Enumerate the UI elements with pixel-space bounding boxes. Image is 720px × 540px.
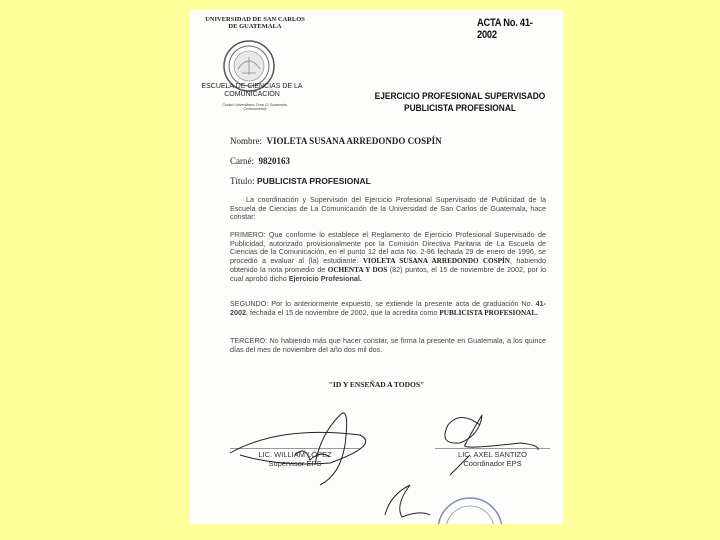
acta-number: ACTA No. 41-2002 xyxy=(477,17,533,41)
program-title xyxy=(372,91,548,115)
carne-value: 9820163 xyxy=(258,156,290,166)
segundo-paragraph: SEGUNDO: Por lo anteriormente expuesto, se extiende la presente acta de graduación No. 41-2002, fechada el 15 de noviembre de 2002, que la acredita como PUBLICISTA PROFESIONAL. xyxy=(230,299,546,317)
intro-paragraph: La coordinación y Supervisión del Ejercicio Profesional Supervisado de Publicidad de la Escuela de Ciencias de La Comunicación de la Universidad de San Carlos de Guatemala, hace constar: xyxy=(230,195,546,222)
field-titulo xyxy=(230,176,371,186)
signer-role: Coordinador EPS xyxy=(463,459,522,468)
university-name: UNIVERSIDAD DE SAN CARLOS DE GUATEMALA xyxy=(205,16,305,30)
scanned-document xyxy=(190,10,563,524)
nombre-label: Nombre: xyxy=(230,136,262,146)
signer-role: Supervisor EPS xyxy=(268,459,322,468)
program-line-1: EJERCICIO PROFESIONAL SUPERVISADO xyxy=(374,91,546,102)
titulo-value: PUBLICISTA PROFESIONAL xyxy=(257,176,371,186)
nombre-value: VIOLETA SUSANA ARREDONDO COSPÍN xyxy=(266,136,442,146)
signer-name: LIC. AXEL SANTIZO xyxy=(458,450,527,459)
titulo-label: Título: xyxy=(230,176,255,186)
primero-paragraph: PRIMERO: Que conforme lo establece el Reglamento de Ejercicio Profesional Supervisado de Publicidad, autorizado provisionalmente por la Comisión Directiva Paritaria de La Escuela de Ciencias de la Comunicación, en el punto 12 del acta No. 2-96 fechada 29 de enero de 1996, se procedió a evaluar al (la) estudiante: VIOLETA SUSANA ARREDONDO COSPÍN, habiendo obtenido la nota promedio de OCHENTA Y DOS (82) puntos, el 15 de noviembre de 2002, por lo cual aprobó dicho Ejercicio Profesional. xyxy=(230,230,547,283)
school-address: Ciudad Universitaria, Zona 12 Guatemala, Centroamérica xyxy=(222,103,288,111)
field-nombre xyxy=(230,136,442,146)
program-line-2: PUBLICISTA PROFESIONAL xyxy=(404,103,516,114)
school-name: ESCUELA DE CIENCIAS DE LA COMUNICACIÓN xyxy=(201,83,303,98)
field-carne xyxy=(230,156,290,166)
handwritten-signatures xyxy=(220,405,560,524)
signer-name: LIC. WILLIAM LÓPEZ xyxy=(258,450,332,459)
carne-label: Carné: xyxy=(230,156,254,166)
tercero-paragraph: TERCERO: No habiendo más que hacer constar, se firma la presente en Guatemala, a los quince días del mes de noviembre del año dos mil dos. xyxy=(230,336,546,354)
motto: "ID Y ENSEÑAD A TODOS" xyxy=(328,380,425,389)
